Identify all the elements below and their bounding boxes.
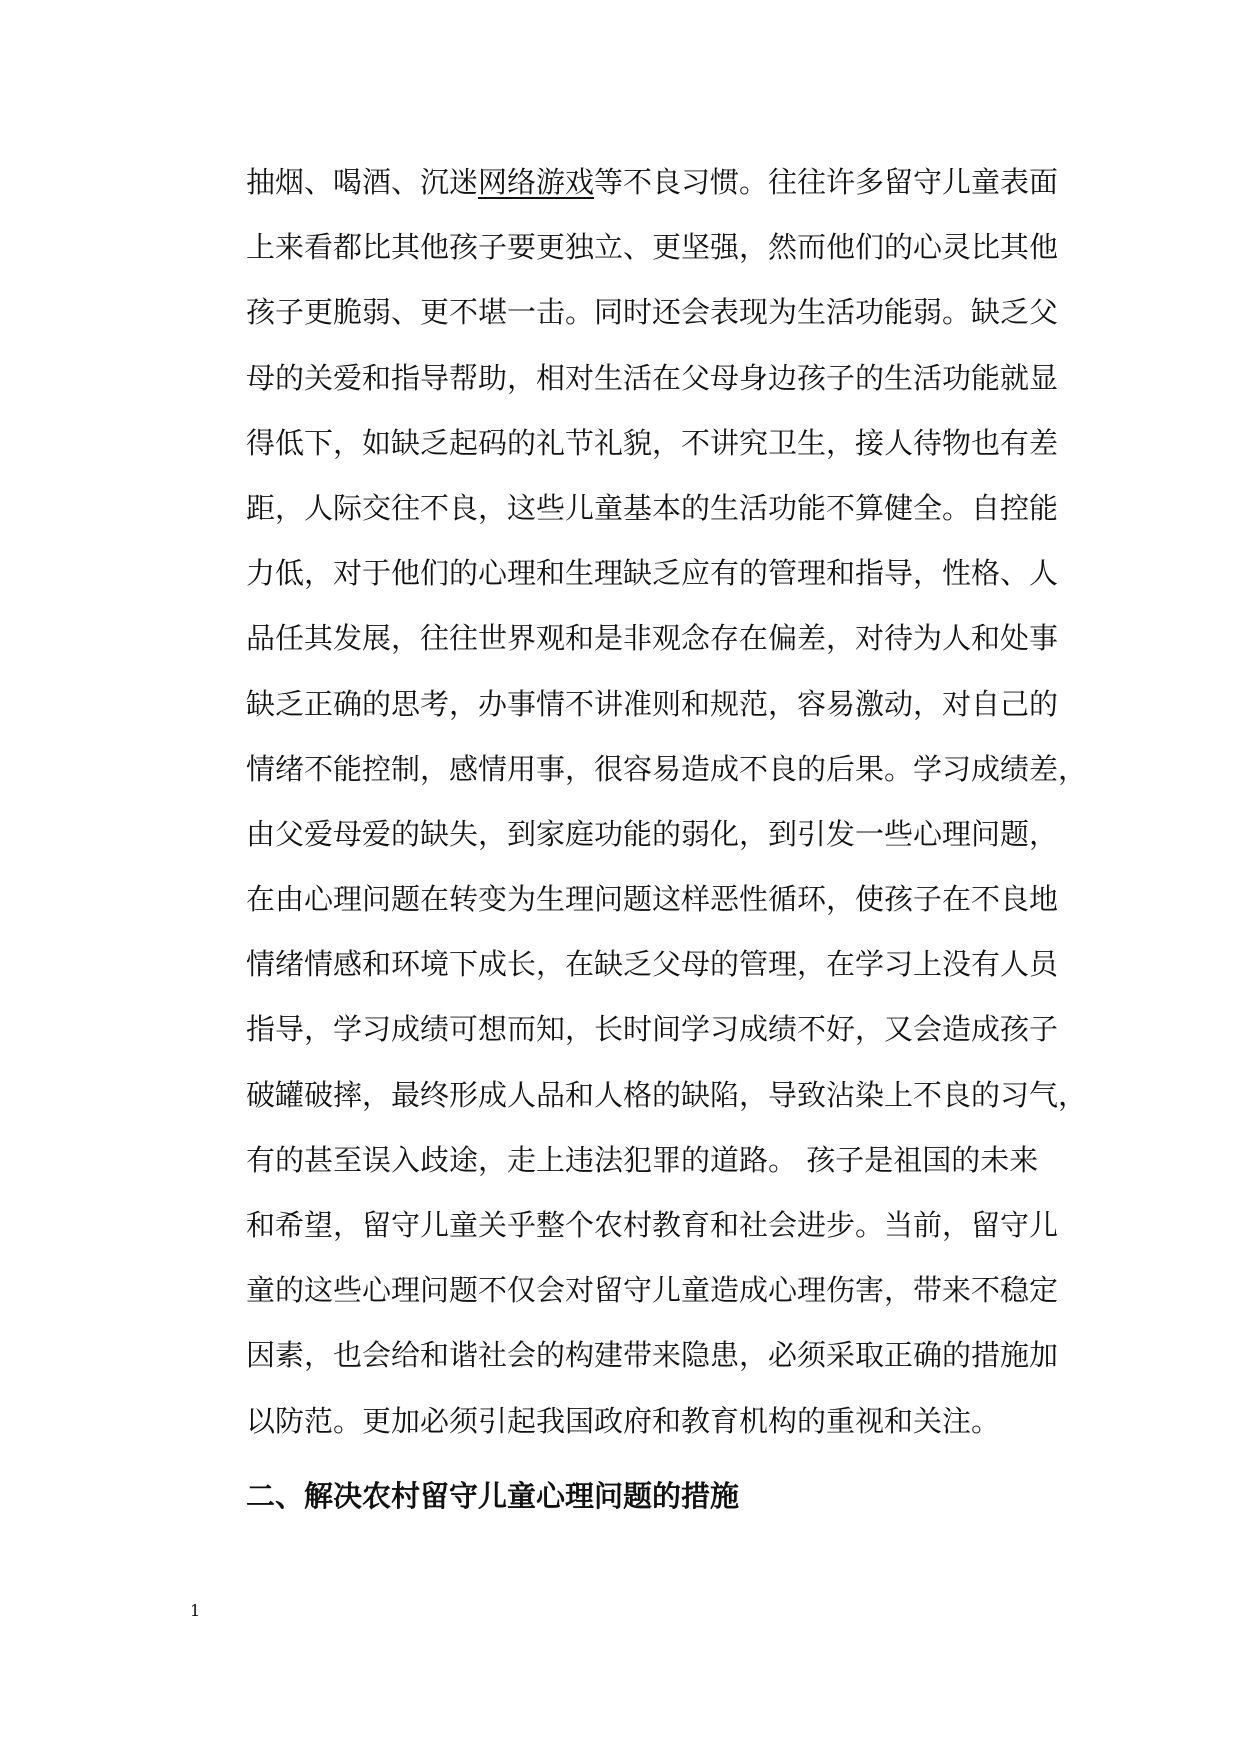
body-line: 在由心理问题在转变为生理问题这样恶性循环，使孩子在不良地 [246,882,1059,917]
body-line: 缺乏正确的思考，办事情不讲准则和规范，容易激动，对自己的 [246,686,1059,721]
body-line: 情绪不能控制，感情用事，很容易造成不良的后果。学习成绩差， [246,751,1088,786]
body-line: 得低下，如缺乏起码的礼节礼貌，不讲究卫生，接人待物也有差 [246,425,1059,460]
body-line [246,160,1059,225]
body-line: 有的甚至误入歧途，走上违法犯罪的道路。 孩子是祖国的未来 [246,1142,1039,1177]
body-line: 因素，也会给和谐社会的构建带来隐患，必须采取正确的措施加 [246,1338,1059,1373]
body-paragraph [246,160,1088,1464]
body-line: 破罐破摔，最终形成人品和人格的缺陷，导致沾染上不良的习气， [246,1077,1088,1112]
body-line: 力低，对于他们的心理和生理缺乏应有的管理和指导，性格、人 [246,556,1059,591]
body-line: 上来看都比其他孩子要更独立、更坚强，然而他们的心灵比其他 [246,230,1059,265]
body-line: 距，人际交往不良，这些儿童基本的生活功能不算健全。自控能 [246,490,1059,525]
body-line: 童的这些心理问题不仅会对留守儿童造成心理伤害，带来不稳定 [246,1273,1059,1308]
body-line: 和希望，留守儿童关乎整个农村教育和社会进步。当前，留守儿 [246,1208,1059,1242]
body-line: 情绪情感和环境下成长，在缺乏父母的管理，在学习上没有人员 [246,947,1059,982]
body-line: 由父爱母爱的缺失，到家庭功能的弱化，到引发一些心理问题， [246,816,1059,851]
body-line: 指导，学习成绩可想而知，长时间学习成绩不好，又会造成孩子 [246,1012,1059,1047]
line-text-after-link: 等不良习惯。往往许多留守儿童表面 [594,165,1059,199]
line-text-before-link: 抽烟、喝酒、沉迷 [246,165,479,199]
body-line: 品任其发展，往往世界观和是非观念存在偏差，对待为人和处事 [246,621,1059,656]
body-line: 母的关爱和指导帮助，相对生活在父母身边孩子的生活功能就显 [246,360,1059,395]
body-line: 孩子更脆弱、更不堪一击。同时还会表现为生活功能弱。缺乏父 [246,295,1059,330]
body-line: 以防范。更加必须引起我国政府和教育机构的重视和关注。 [246,1403,1001,1438]
hyperlink-online-games[interactable]: 网络游戏 [478,165,595,199]
page-number: 1 [190,1601,201,1620]
section-heading: 二、解决农村留守儿童心理问题的措施 [246,1479,740,1513]
